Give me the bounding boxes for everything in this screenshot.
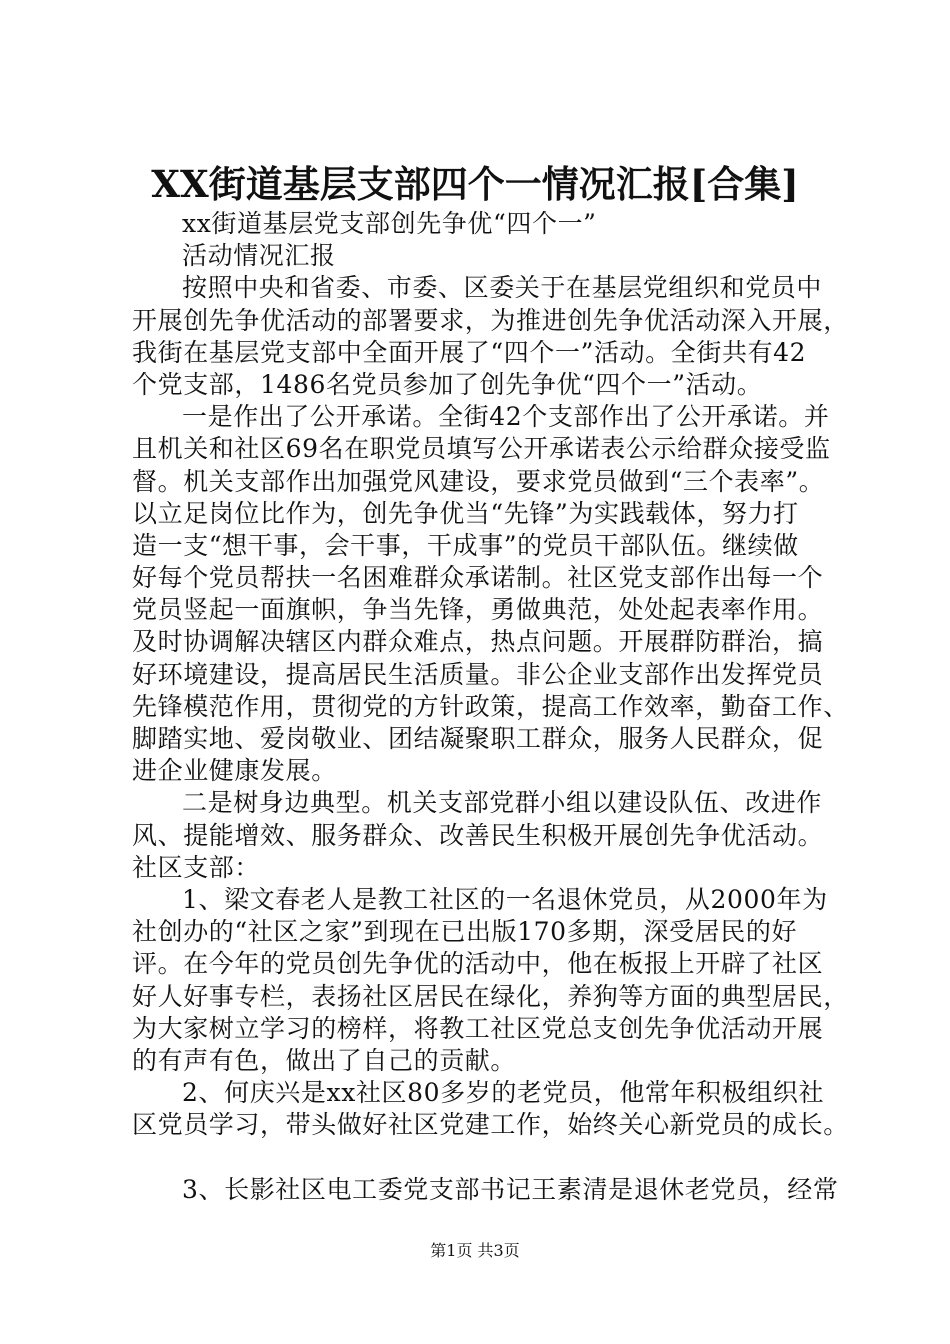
body-line: 好人好事专栏，表扬社区居民在绿化，养狗等方面的典型居民，	[132, 981, 849, 1011]
body-line: 进企业健康发展。	[132, 756, 337, 786]
body-line: 党员竖起一面旗帜，争当先锋，勇做典范，处处起表率作用。	[132, 595, 824, 625]
body-line: 开展创先争优活动的部署要求，为推进创先争优活动深入开展，	[132, 305, 849, 335]
body-line: 及时协调解决辖区内群众难点，热点问题。开展群防群治，搞	[132, 627, 824, 657]
body-line: 1、梁文春老人是教工社区的一名退休党员，从2000年为	[182, 884, 828, 914]
body-line: 且机关和社区69名在职党员填写公开承诺表公示给群众接受监	[132, 434, 831, 464]
blank-line	[132, 1141, 832, 1173]
body-line: 3、长影社区电工委党支部书记王素清是退休老党员，经常	[182, 1174, 839, 1204]
body-line: 社创办的“社区之家”到现在已出版170多期，深受居民的好	[132, 917, 798, 947]
page-footer: 第1页 共3页	[430, 1241, 520, 1260]
body-line: 我街在基层党支部中全面开展了“四个一”活动。全街共有42	[132, 337, 807, 367]
body-line: 2、何庆兴是xx社区80多岁的老党员，他常年积极组织社	[182, 1078, 825, 1108]
body-line: 先锋模范作用，贯彻党的方针政策，提高工作效率，勤奋工作、	[132, 691, 849, 721]
body-line: 二是树身边典型。机关支部党群小组以建设队伍、改进作	[182, 788, 823, 818]
document-title: XX街道基层支部四个一情况汇报[合集]	[151, 162, 799, 206]
body-line: 好环境建设，提高居民生活质量。非公企业支部作出发挥党员	[132, 659, 824, 689]
body-line: 社区支部：	[132, 852, 261, 882]
body-line: 督。机关支部作出加强党风建设，要求党员做到“三个表率”。	[132, 466, 825, 496]
body-line: xx街道基层党支部创先争优“四个一”	[182, 209, 597, 238]
document-body	[132, 208, 849, 1206]
body-line: 造一支“想干事，会干事，干成事”的党员干部队伍。继续做	[132, 530, 799, 560]
body-line: 区党员学习，带头做好社区党建工作，始终关心新党员的成长。	[132, 1110, 849, 1140]
body-line: 一是作出了公开承诺。全街42个支部作出了公开承诺。并	[182, 402, 830, 432]
body-line: 风、提能增效、服务群众、改善民生积极开展创先争优活动。	[132, 820, 824, 850]
body-line: 以立足岗位比作为，创先争优当“先锋”为实践载体，努力打	[132, 498, 799, 528]
body-line: 好每个党员帮扶一名困难群众承诺制。社区党支部作出每一个	[132, 563, 824, 593]
body-line: 个党支部，1486名党员参加了创先争优“四个一”活动。	[132, 369, 763, 399]
body-line: 脚踏实地、爱岗敬业、团结凝聚职工群众，服务人民群众，促	[132, 724, 824, 753]
body-line: 按照中央和省委、市委、区委关于在基层党组织和党员中	[182, 273, 823, 303]
body-line: 活动情况汇报	[182, 241, 336, 271]
body-line: 为大家树立学习的榜样，将教工社区党总支创先争优活动开展	[132, 1013, 824, 1043]
body-line: 的有声有色，做出了自己的贡献。	[132, 1045, 517, 1075]
body-line: 评。在今年的党员创先争优的活动中，他在板报上开辟了社区	[132, 949, 824, 979]
